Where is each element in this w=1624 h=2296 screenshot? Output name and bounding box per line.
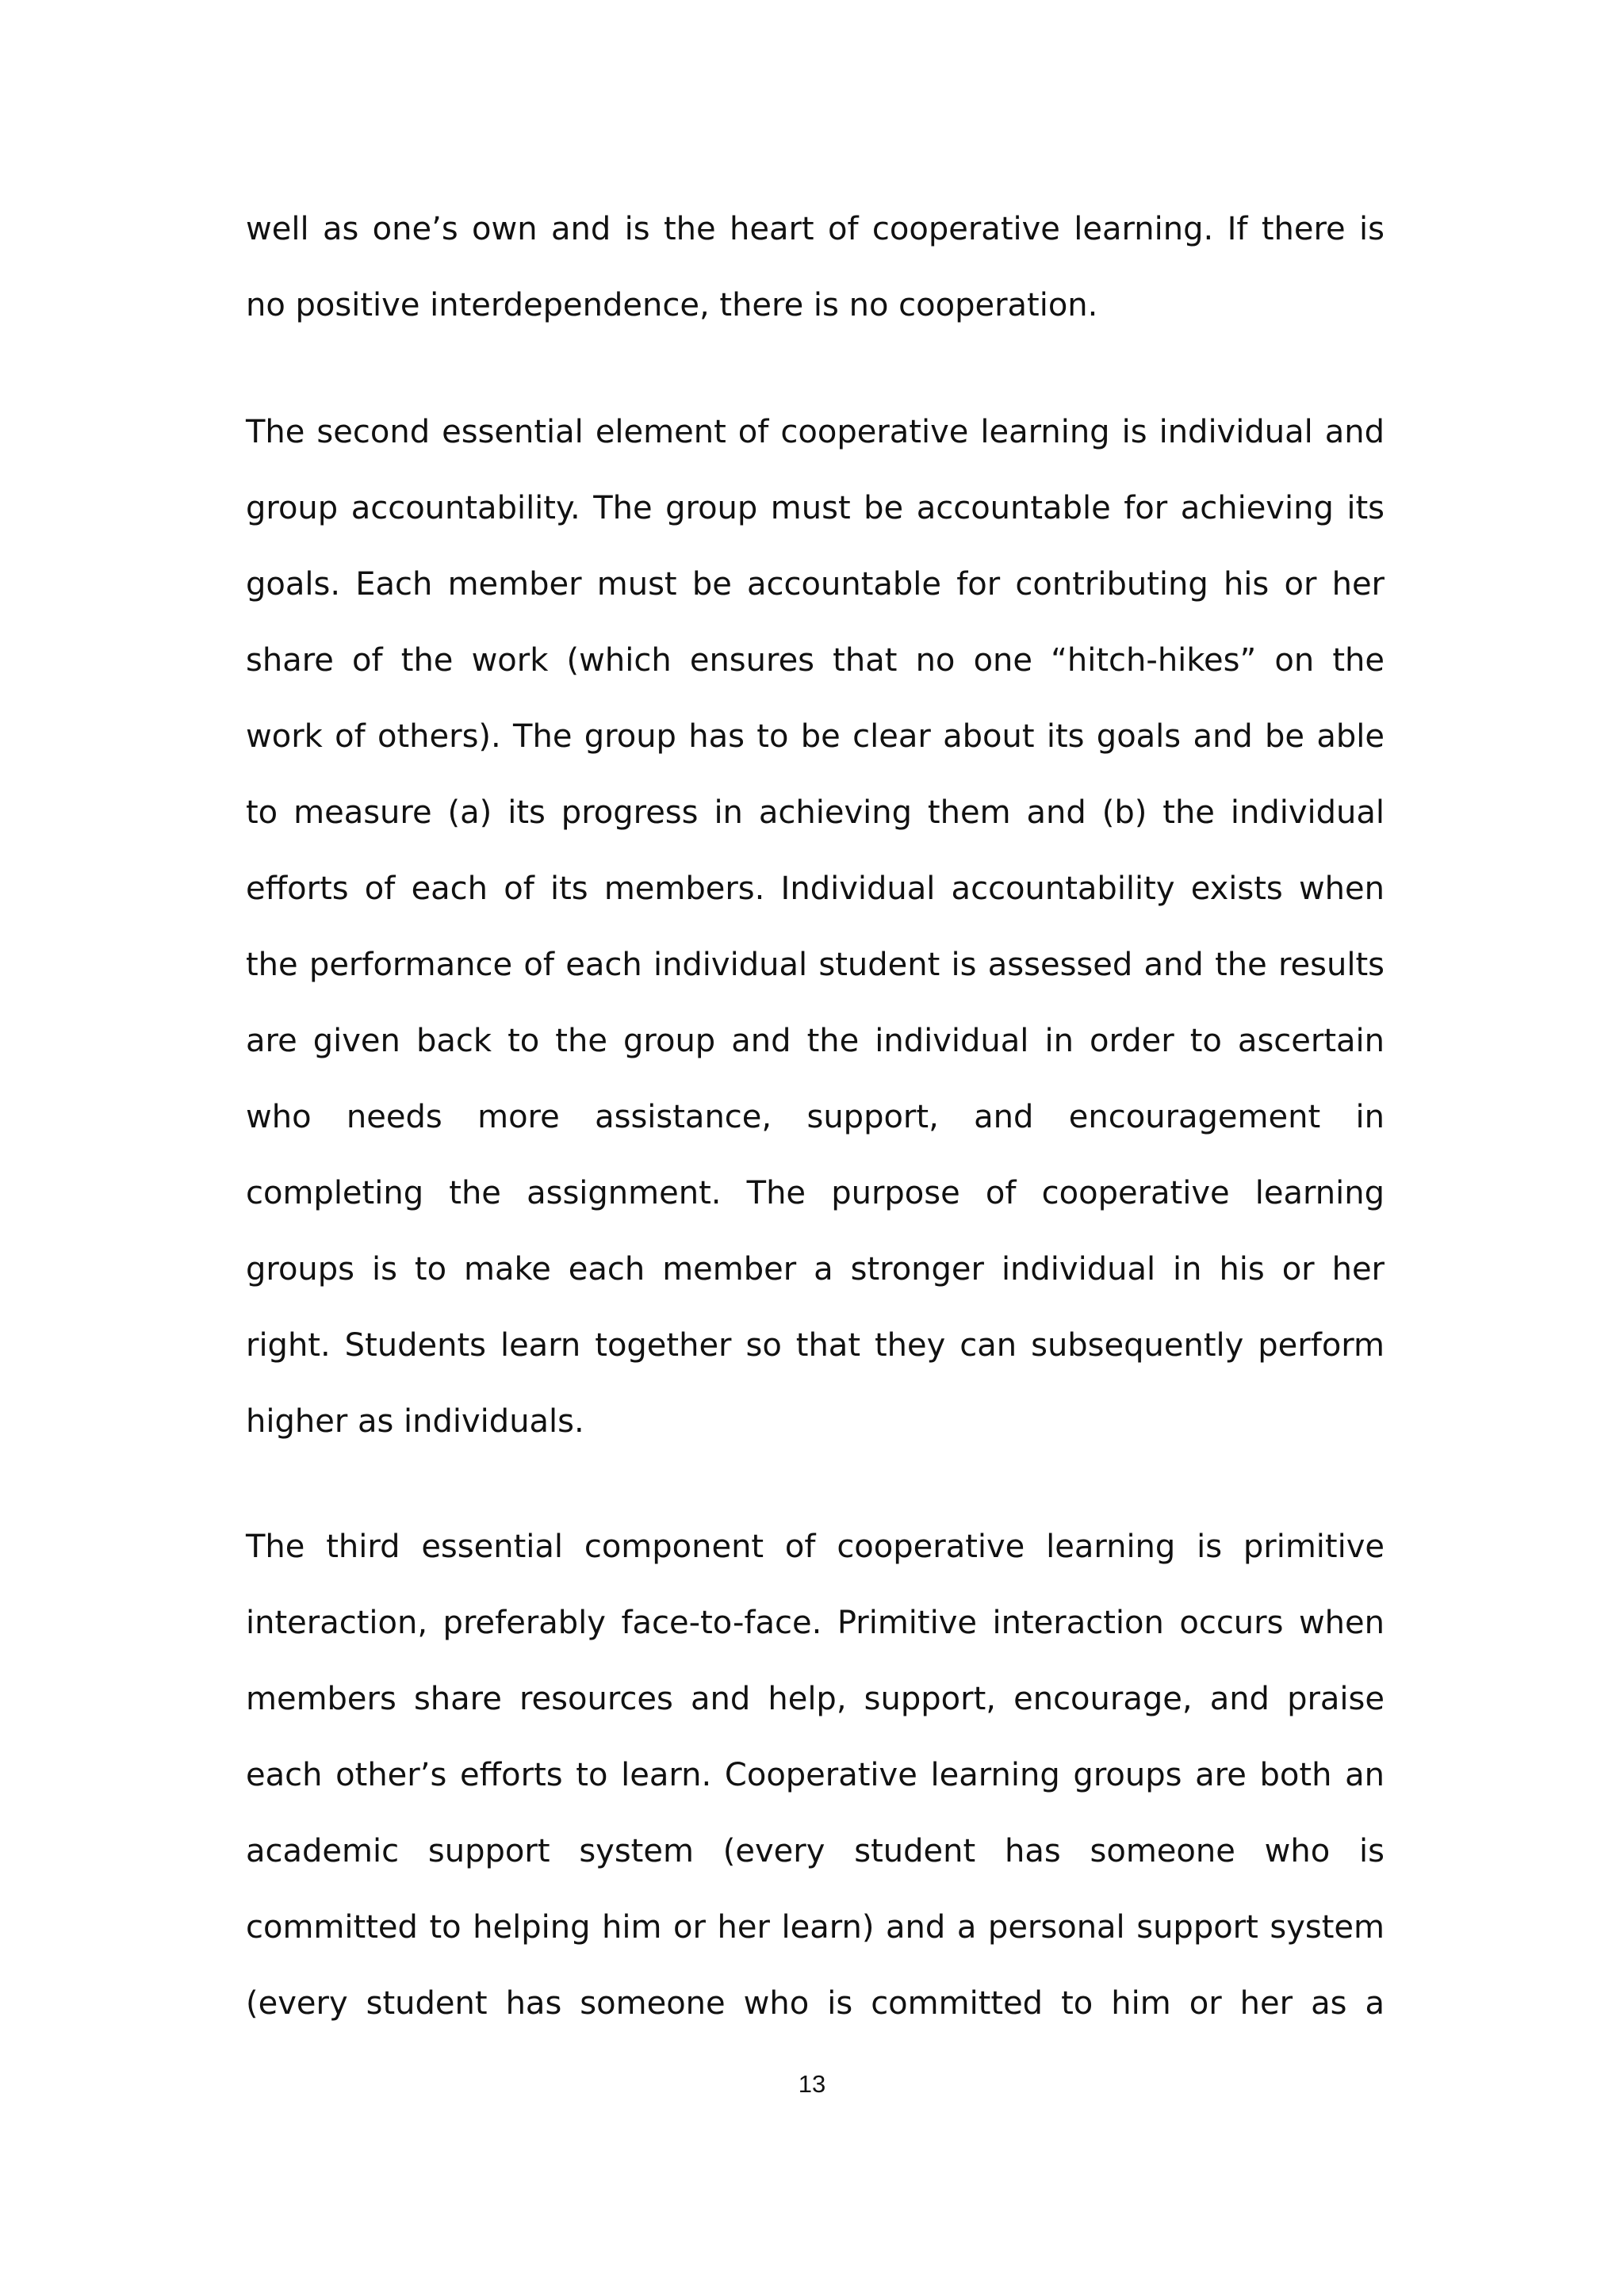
text-line: members share resources and help, support, encourage, and praise [246,1681,1385,1717]
text-line: are given back to the group and the individual in order to ascertain [246,1023,1385,1059]
paragraph-positive-interdependence-continued [246,191,1385,343]
text-line: efforts of each of its members. Individual accountability exists when [246,871,1385,907]
text-line: The second essential element of cooperative learning is individual and [246,414,1385,450]
paragraph-accountability [246,394,1385,1460]
text-line: group accountability. The group must be accountable for achieving its [246,490,1385,526]
text-line: to measure (a) its progress in achieving them and (b) the individual [246,794,1385,831]
text-line: who needs more assistance, support, and encouragement in [246,1099,1385,1135]
text-line: well as one’s own and is the heart of cooperative learning. If there is [246,211,1385,247]
text-line: completing the assignment. The purpose of cooperative learning [246,1175,1385,1211]
text-line: each other’s efforts to learn. Cooperative learning groups are both an [246,1757,1385,1793]
paragraph-primitive-interaction [246,1509,1385,2042]
text-line: work of others). The group has to be clear about its goals and be able [246,718,1385,755]
text-line: goals. Each member must be accountable for contributing his or her [246,566,1385,603]
text-line: (every student has someone who is committed to him or her as a [246,1985,1385,2022]
page-number: 13 [798,2070,826,2098]
text-line: The third essential component of cooperative learning is primitive [246,1529,1385,1565]
text-line: groups is to make each member a stronger individual in his or her [246,1251,1385,1288]
text-line: academic support system (every student has someone who is [246,1833,1385,1869]
text-line: committed to helping him or her learn) and a personal support system [246,1909,1385,1946]
text-line: higher as individuals. [246,1403,584,1440]
text-line: right. Students learn together so that they can subsequently perform [246,1327,1385,1364]
text-line: interaction, preferably face-to-face. Primitive interaction occurs when [246,1605,1385,1641]
text-line: no positive interdependence, there is no cooperation. [246,287,1098,323]
text-line: the performance of each individual student is assessed and the results [246,947,1385,983]
text-line: share of the work (which ensures that no one “hitch-hikes” on the [246,642,1385,679]
